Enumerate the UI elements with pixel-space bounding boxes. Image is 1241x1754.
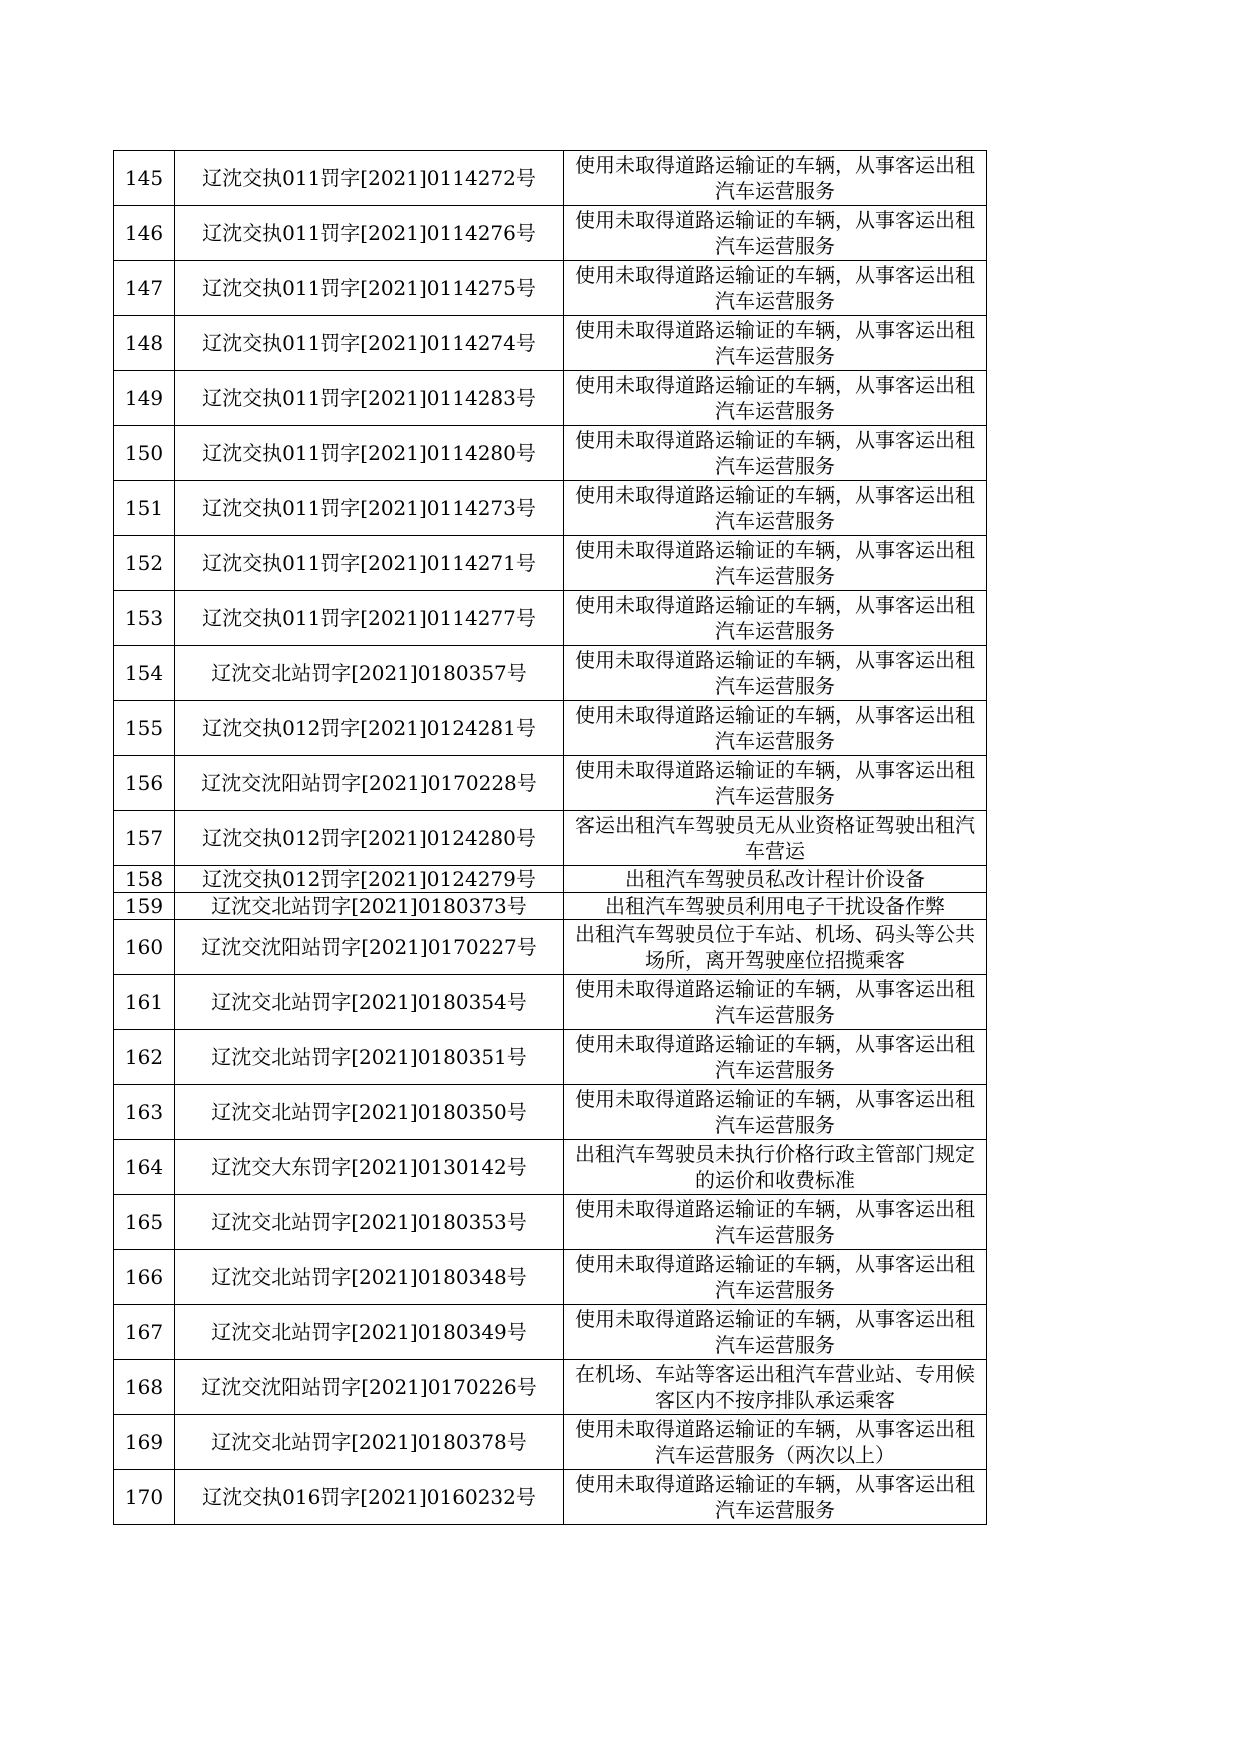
table-row [114,811,987,866]
row-number-cell: 162 [114,1030,175,1085]
violation-description-cell [564,316,987,371]
row-number-cell: 155 [114,701,175,756]
table-row [114,1140,987,1195]
table-row [114,316,987,371]
violation-description-text: 使用未取得道路运输证的车辆，从事客运出租汽车运营服务 [575,263,975,313]
table-row [114,1360,987,1415]
violation-description-text: 使用未取得道路运输证的车辆，从事客运出租汽车运营服务 [575,1252,975,1302]
violation-description-cell [564,1470,987,1525]
table-row [114,591,987,646]
row-number-cell: 152 [114,536,175,591]
table-row [114,975,987,1030]
violation-description-text: 使用未取得道路运输证的车辆，从事客运出租汽车运营服务 [575,1197,975,1247]
table-row [114,1305,987,1360]
row-number-cell: 151 [114,481,175,536]
table-row [114,1195,987,1250]
row-number-cell: 160 [114,920,175,975]
document-number-cell: 辽沈交北站罚字[2021]0180351号 [175,1030,564,1085]
document-number-cell: 辽沈交北站罚字[2021]0180350号 [175,1085,564,1140]
document-number-cell: 辽沈交执011罚字[2021]0114274号 [175,316,564,371]
violation-description-cell [564,893,987,920]
row-number-cell: 167 [114,1305,175,1360]
document-number-cell: 辽沈交沈阳站罚字[2021]0170226号 [175,1360,564,1415]
table-row [114,536,987,591]
table-row [114,920,987,975]
violation-description-text: 使用未取得道路运输证的车辆，从事客运出租汽车运营服务 [575,758,975,808]
row-number-cell: 163 [114,1085,175,1140]
document-number-cell: 辽沈交执011罚字[2021]0114280号 [175,426,564,481]
violation-description-cell [564,481,987,536]
violation-description-text: 使用未取得道路运输证的车辆，从事客运出租汽车运营服务 [575,428,975,478]
violation-description-text: 出租汽车驾驶员未执行价格行政主管部门规定的运价和收费标准 [575,1142,975,1192]
violation-description-text: 使用未取得道路运输证的车辆，从事客运出租汽车运营服务 [575,648,975,698]
violation-description-cell [564,426,987,481]
document-number-cell: 辽沈交执012罚字[2021]0124281号 [175,701,564,756]
table-row [114,206,987,261]
violation-description-cell [564,371,987,426]
document-number-cell: 辽沈交执011罚字[2021]0114272号 [175,151,564,206]
table-row [114,1030,987,1085]
violation-description-text: 使用未取得道路运输证的车辆，从事客运出租汽车运营服务 [575,373,975,423]
violation-description-text: 使用未取得道路运输证的车辆，从事客运出租汽车运营服务 [575,593,975,643]
row-number-cell: 169 [114,1415,175,1470]
violation-description-text: 使用未取得道路运输证的车辆，从事客运出租汽车运营服务 [575,208,975,258]
table-row [114,1470,987,1525]
table-row [114,1085,987,1140]
violation-description-cell [564,1250,987,1305]
violation-description-text: 使用未取得道路运输证的车辆，从事客运出租汽车运营服务 [575,483,975,533]
violation-description-cell [564,1305,987,1360]
violation-description-cell [564,591,987,646]
document-number-cell: 辽沈交北站罚字[2021]0180348号 [175,1250,564,1305]
row-number-cell: 170 [114,1470,175,1525]
violation-description-cell [564,261,987,316]
violation-description-cell [564,1030,987,1085]
violation-description-cell [564,206,987,261]
violation-description-cell [564,1415,987,1470]
document-number-cell: 辽沈交执011罚字[2021]0114275号 [175,261,564,316]
violation-description-cell [564,920,987,975]
table-row [114,1415,987,1470]
violation-description-text: 出租汽车驾驶员位于车站、机场、码头等公共场所，离开驾驶座位招揽乘客 [575,922,975,972]
row-number-cell: 159 [114,893,175,920]
row-number-cell: 156 [114,756,175,811]
violation-description-text: 使用未取得道路运输证的车辆，从事客运出租汽车运营服务 [575,1032,975,1082]
document-number-cell: 辽沈交北站罚字[2021]0180354号 [175,975,564,1030]
document-number-cell: 辽沈交执016罚字[2021]0160232号 [175,1470,564,1525]
row-number-cell: 153 [114,591,175,646]
table-row [114,426,987,481]
table-row [114,893,987,920]
violation-description-cell [564,811,987,866]
row-number-cell: 145 [114,151,175,206]
row-number-cell: 168 [114,1360,175,1415]
table-row [114,1250,987,1305]
violation-description-cell [564,975,987,1030]
violation-description-text: 在机场、车站等客运出租汽车营业站、专用候客区内不按序排队承运乘客 [575,1362,975,1412]
document-number-cell: 辽沈交执012罚字[2021]0124279号 [175,866,564,893]
row-number-cell: 161 [114,975,175,1030]
violation-description-cell [564,756,987,811]
violation-description-text: 出租汽车驾驶员利用电子干扰设备作弊 [605,894,945,918]
row-number-cell: 158 [114,866,175,893]
violation-description-text: 使用未取得道路运输证的车辆，从事客运出租汽车运营服务 [575,703,975,753]
document-number-cell: 辽沈交北站罚字[2021]0180373号 [175,893,564,920]
penalty-table-body [114,151,987,1525]
violation-description-cell [564,1195,987,1250]
document-number-cell: 辽沈交执011罚字[2021]0114283号 [175,371,564,426]
table-row [114,756,987,811]
table-row [114,701,987,756]
table-row [114,481,987,536]
document-number-cell: 辽沈交执011罚字[2021]0114276号 [175,206,564,261]
row-number-cell: 147 [114,261,175,316]
document-number-cell: 辽沈交执012罚字[2021]0124280号 [175,811,564,866]
document-number-cell: 辽沈交沈阳站罚字[2021]0170228号 [175,756,564,811]
table-row [114,371,987,426]
violation-description-cell [564,1140,987,1195]
violation-description-text: 使用未取得道路运输证的车辆，从事客运出租汽车运营服务 [575,1087,975,1137]
penalty-table [113,150,987,1525]
row-number-cell: 166 [114,1250,175,1305]
violation-description-cell [564,1360,987,1415]
document-number-cell: 辽沈交执011罚字[2021]0114277号 [175,591,564,646]
violation-description-cell [564,151,987,206]
violation-description-text: 客运出租汽车驾驶员无从业资格证驾驶出租汽车营运 [575,813,975,863]
violation-description-text: 使用未取得道路运输证的车辆，从事客运出租汽车运营服务 [575,538,975,588]
violation-description-cell [564,646,987,701]
violation-description-text: 出租汽车驾驶员私改计程计价设备 [625,867,925,891]
table-row [114,261,987,316]
violation-description-cell [564,701,987,756]
row-number-cell: 154 [114,646,175,701]
document-number-cell: 辽沈交沈阳站罚字[2021]0170227号 [175,920,564,975]
violation-description-text: 使用未取得道路运输证的车辆，从事客运出租汽车运营服务 [575,1472,975,1522]
violation-description-cell [564,536,987,591]
row-number-cell: 164 [114,1140,175,1195]
table-row [114,151,987,206]
violation-description-text: 使用未取得道路运输证的车辆，从事客运出租汽车运营服务（两次以上） [575,1417,975,1467]
row-number-cell: 150 [114,426,175,481]
table-row [114,646,987,701]
document-number-cell: 辽沈交北站罚字[2021]0180378号 [175,1415,564,1470]
violation-description-text: 使用未取得道路运输证的车辆，从事客运出租汽车运营服务 [575,1307,975,1357]
document-number-cell: 辽沈交大东罚字[2021]0130142号 [175,1140,564,1195]
row-number-cell: 165 [114,1195,175,1250]
table-row [114,866,987,893]
document-number-cell: 辽沈交北站罚字[2021]0180357号 [175,646,564,701]
document-number-cell: 辽沈交北站罚字[2021]0180349号 [175,1305,564,1360]
document-number-cell: 辽沈交执011罚字[2021]0114273号 [175,481,564,536]
row-number-cell: 146 [114,206,175,261]
document-number-cell: 辽沈交执011罚字[2021]0114271号 [175,536,564,591]
row-number-cell: 149 [114,371,175,426]
violation-description-cell [564,866,987,893]
document-number-cell: 辽沈交北站罚字[2021]0180353号 [175,1195,564,1250]
violation-description-text: 使用未取得道路运输证的车辆，从事客运出租汽车运营服务 [575,977,975,1027]
violation-description-text: 使用未取得道路运输证的车辆，从事客运出租汽车运营服务 [575,318,975,368]
violation-description-cell [564,1085,987,1140]
row-number-cell: 148 [114,316,175,371]
violation-description-text: 使用未取得道路运输证的车辆，从事客运出租汽车运营服务 [575,153,975,203]
row-number-cell: 157 [114,811,175,866]
